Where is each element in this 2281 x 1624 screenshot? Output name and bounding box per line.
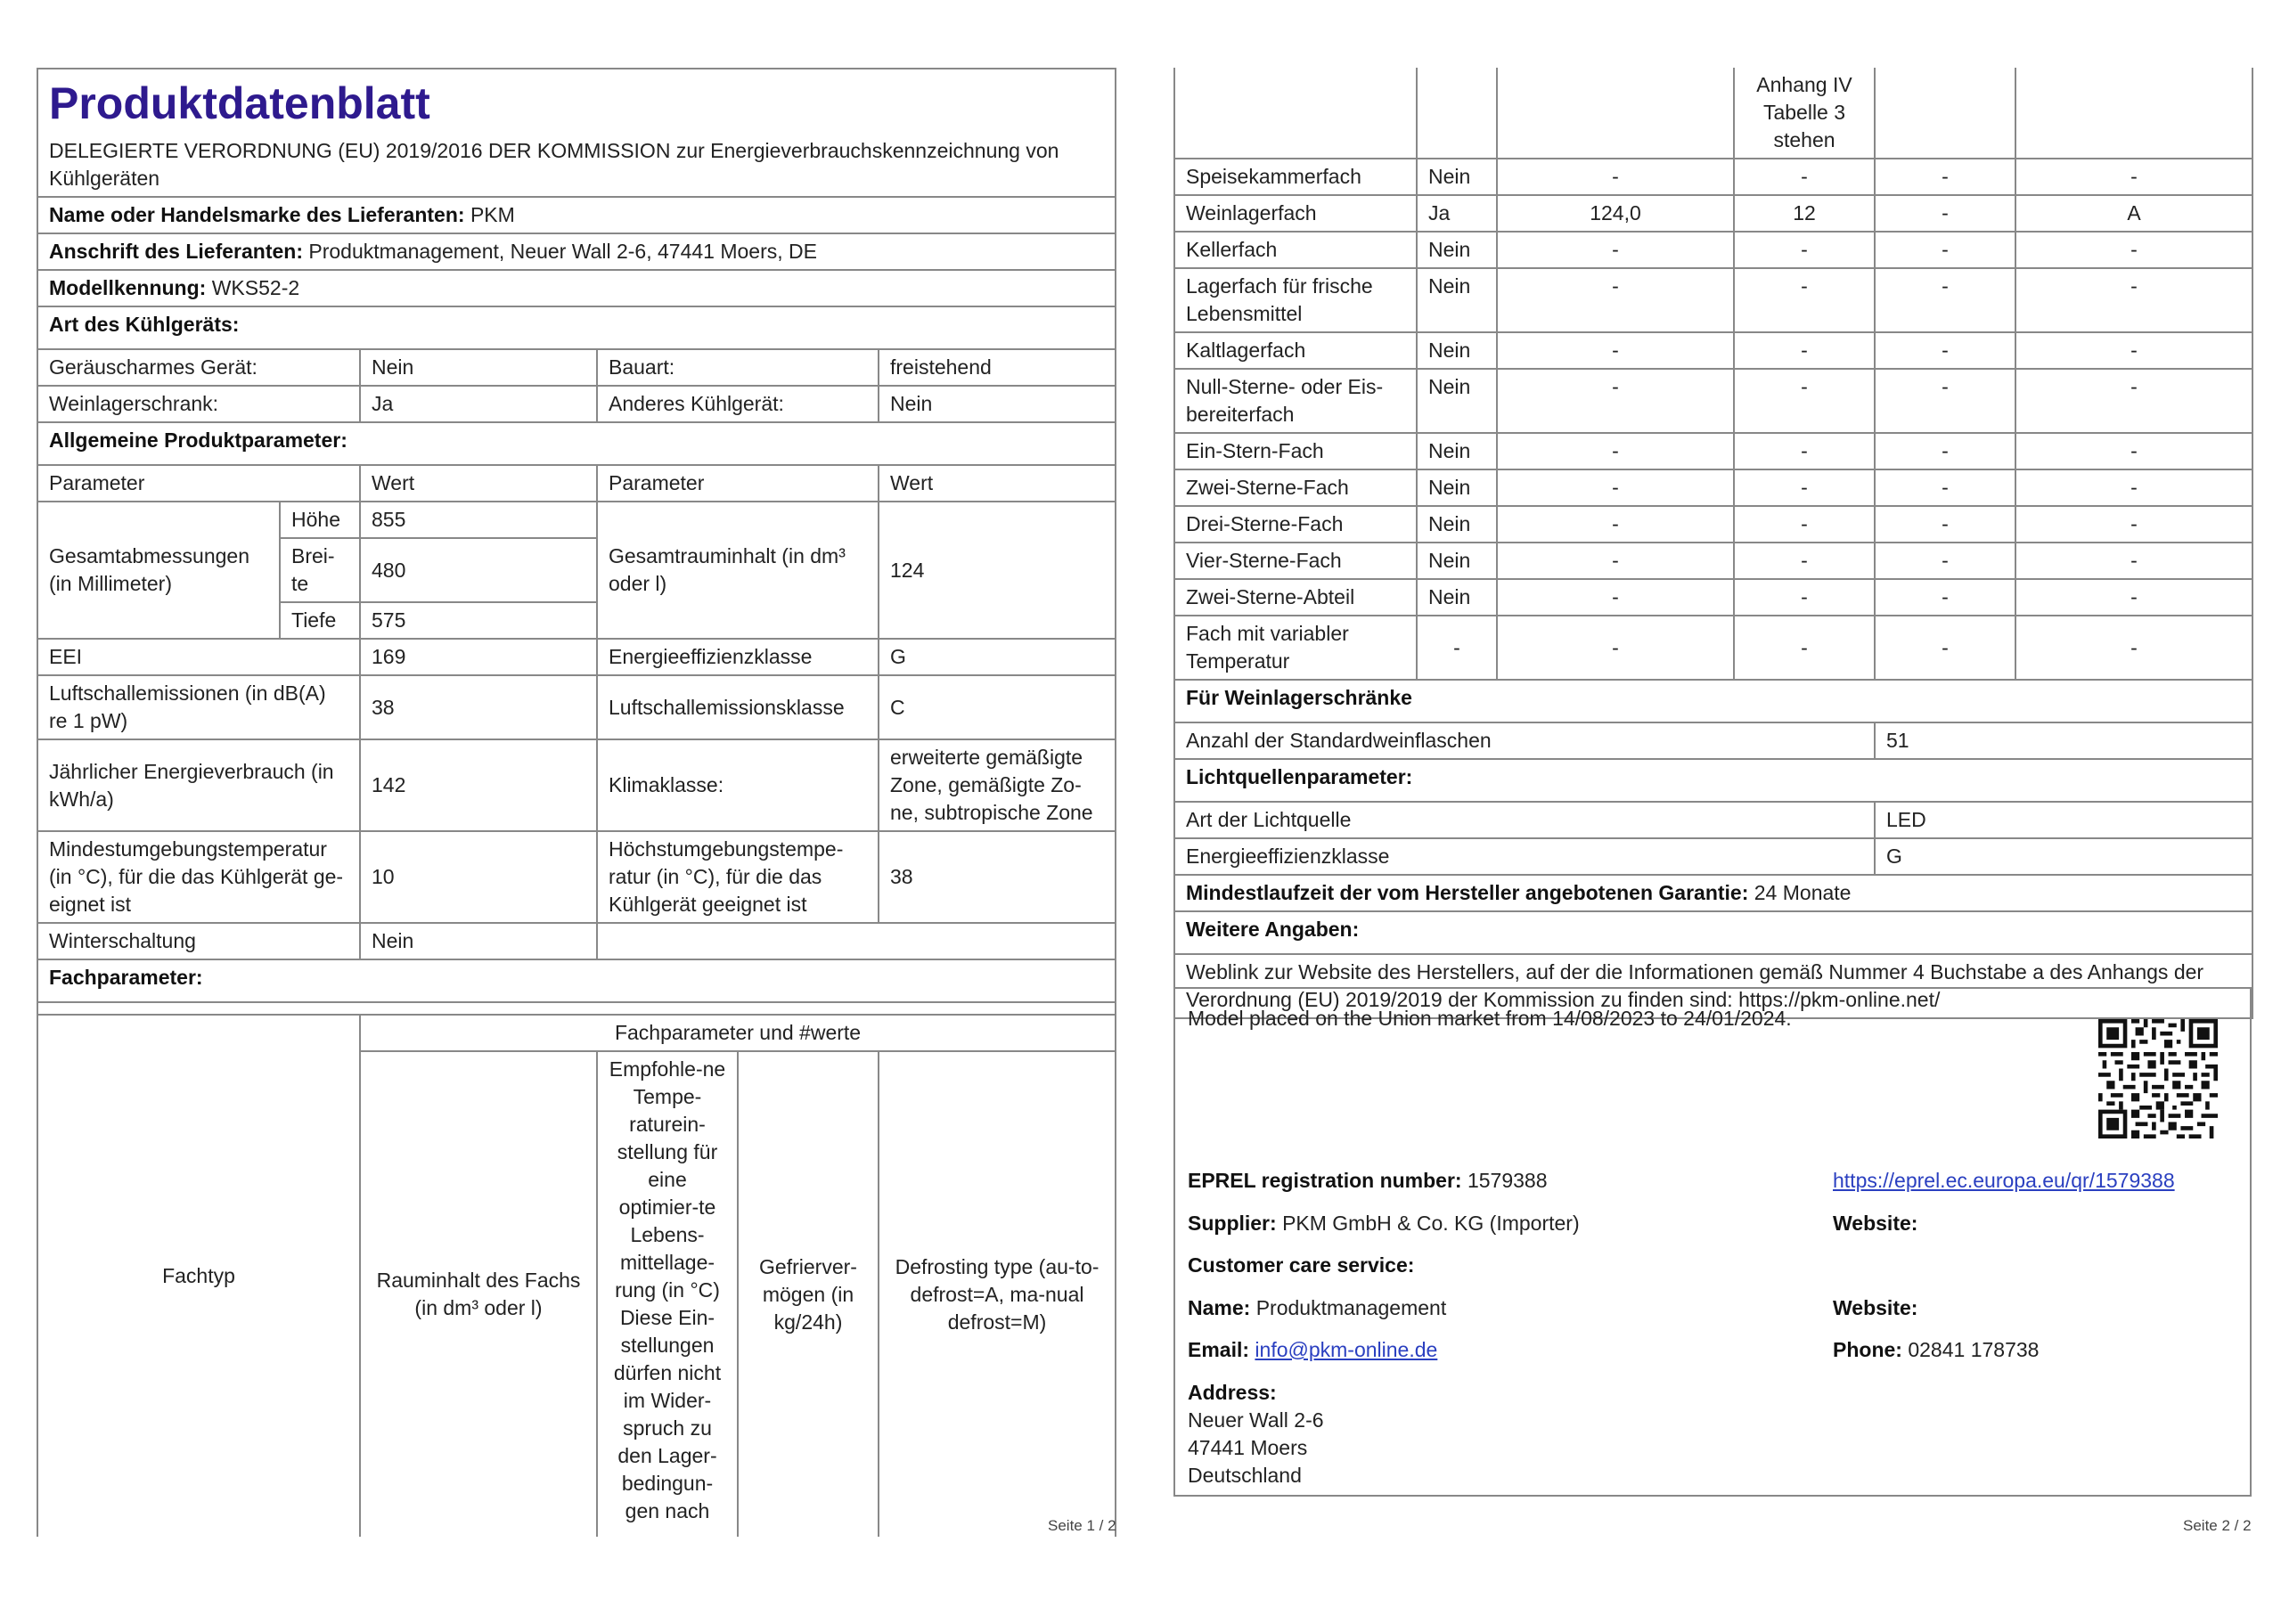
type-key: Anderes Kühlgerät: bbox=[597, 386, 879, 422]
param-key: Jährlicher Energieverbrauch (in kWh/a) bbox=[37, 739, 360, 831]
wine-section-heading: Für Weinlagerschränke bbox=[1174, 680, 2252, 722]
depth-label: Tiefe bbox=[280, 602, 360, 639]
light-type-value: LED bbox=[1875, 802, 2252, 838]
page-1 bbox=[37, 68, 1115, 1537]
phone-line bbox=[1833, 1336, 2039, 1364]
winter-row bbox=[37, 923, 1116, 959]
compartment-volume: - bbox=[1497, 506, 1734, 543]
type-value: Nein bbox=[879, 386, 1116, 422]
compartment-row bbox=[1174, 332, 2252, 369]
eprel-reg-value: 1579388 bbox=[1467, 1169, 1548, 1192]
param-key: Energieeffizienzklasse bbox=[597, 639, 879, 675]
compartment-row bbox=[1174, 433, 2252, 469]
compartment-defrost: - bbox=[2015, 268, 2252, 332]
empty-cell bbox=[2015, 68, 2252, 159]
compartment-temp: - bbox=[1734, 469, 1875, 506]
bottles-value: 51 bbox=[1875, 722, 2252, 759]
compartment-name: Weinlagerfach bbox=[1174, 195, 1417, 232]
general-header-row bbox=[37, 465, 1116, 502]
care-website-label: Website: bbox=[1833, 1296, 1918, 1319]
email-label: Email: bbox=[1188, 1338, 1250, 1361]
param-value: 38 bbox=[879, 831, 1116, 923]
compartment-present: Nein bbox=[1417, 506, 1497, 543]
param-value: 10 bbox=[360, 831, 597, 923]
compartment-row bbox=[1174, 159, 2252, 195]
height-value: 855 bbox=[360, 502, 597, 538]
compartment-name: Vier-Sterne-Fach bbox=[1174, 543, 1417, 579]
compartment-freeze: - bbox=[1875, 159, 2015, 195]
header-parameter: Parameter bbox=[37, 465, 360, 502]
page-1-footer: Seite 1 / 2 bbox=[1048, 1517, 1116, 1534]
bottles-row bbox=[1174, 722, 2252, 759]
compartment-defrost: - bbox=[2015, 332, 2252, 369]
page-title: Produktdatenblatt bbox=[49, 78, 430, 128]
compartment-volume: - bbox=[1497, 232, 1734, 268]
param-row bbox=[37, 739, 1116, 831]
compartment-present: Nein bbox=[1417, 543, 1497, 579]
light-class-row bbox=[1174, 838, 2252, 875]
compartment-row bbox=[1174, 616, 2252, 680]
compartment-volume: - bbox=[1497, 159, 1734, 195]
compartment-present: Nein bbox=[1417, 159, 1497, 195]
volume-value: 124 bbox=[879, 502, 1116, 639]
qr-code-icon[interactable] bbox=[2098, 1019, 2218, 1138]
general-section-heading: Allgemeine Produktparameter: bbox=[37, 422, 1116, 465]
compartment-freeze: - bbox=[1875, 469, 2015, 506]
website-label: Website: bbox=[1833, 1212, 1918, 1235]
compartment-freeze: - bbox=[1875, 579, 2015, 616]
supplier-line bbox=[1188, 1210, 1580, 1237]
compartment-name: Speisekammerfach bbox=[1174, 159, 1417, 195]
param-value: 142 bbox=[360, 739, 597, 831]
compartment-table bbox=[1173, 68, 2253, 1019]
bottles-label: Anzahl der Standardweinflaschen bbox=[1174, 722, 1875, 759]
col-defrost-header: Defrosting type (au-to-defrost=A, ma-nual defrost=M) bbox=[879, 1051, 1116, 1537]
address-label: Address: bbox=[1188, 1381, 1277, 1404]
col-freeze-header: Gefrierver-mögen (in kg/24h) bbox=[738, 1051, 879, 1537]
param-key: Klimaklasse: bbox=[597, 739, 879, 831]
page-2 bbox=[1173, 68, 2252, 1019]
compartment-temp: 12 bbox=[1734, 195, 1875, 232]
compartment-volume: - bbox=[1497, 268, 1734, 332]
param-key: Mindestumgebungstemperatur (in °C), für die das Kühlgerät ge-eignet ist bbox=[37, 831, 360, 923]
page-2-footer: Seite 2 / 2 bbox=[2183, 1517, 2252, 1534]
compartment-temp: - bbox=[1734, 616, 1875, 680]
compartment-defrost: - bbox=[2015, 579, 2252, 616]
type-row bbox=[37, 349, 1116, 386]
address-line: 47441 Moers bbox=[1188, 1436, 1308, 1459]
model-value: WKS52-2 bbox=[211, 276, 300, 299]
light-type-label: Art der Lichtquelle bbox=[1174, 802, 1875, 838]
compartment-name: Lagerfach für frische Lebensmittel bbox=[1174, 268, 1417, 332]
weblink-url[interactable]: https://pkm-online.net/ bbox=[1738, 988, 1941, 1011]
supplier-name-row bbox=[37, 197, 1116, 233]
compartment-present: Nein bbox=[1417, 369, 1497, 433]
compartment-present: Nein bbox=[1417, 232, 1497, 268]
type-value: Ja bbox=[360, 386, 597, 422]
param-value: erweiterte gemäßigte Zone, gemäßigte Zo-ne, subtropische Zone bbox=[879, 739, 1116, 831]
light-type-row bbox=[1174, 802, 2252, 838]
winter-value: Nein bbox=[360, 923, 597, 959]
type-key: Weinlagerschrank: bbox=[37, 386, 360, 422]
param-value: 169 bbox=[360, 639, 597, 675]
email-line bbox=[1188, 1336, 1437, 1364]
height-label: Höhe bbox=[280, 502, 360, 538]
supplier-value: PKM GmbH & Co. KG (Importer) bbox=[1282, 1212, 1580, 1235]
compartment-present: Nein bbox=[1417, 469, 1497, 506]
light-section-heading: Lichtquellenparameter: bbox=[1174, 759, 2252, 802]
supplier-name-value: PKM bbox=[470, 203, 515, 226]
header-value: Wert bbox=[879, 465, 1116, 502]
warranty-value: 24 Monate bbox=[1754, 881, 1852, 904]
model-label: Modellkennung: bbox=[49, 276, 207, 299]
cont-header: Anhang IV Tabelle 3 stehen bbox=[1734, 68, 1875, 159]
empty-cell bbox=[597, 923, 1116, 959]
title-cell bbox=[37, 69, 1116, 197]
compartment-row bbox=[1174, 506, 2252, 543]
compartment-defrost: - bbox=[2015, 369, 2252, 433]
compartment-defrost: - bbox=[2015, 232, 2252, 268]
address-line: Deutschland bbox=[1188, 1464, 1302, 1487]
regulation-text: DELEGIERTE VERORDNUNG (EU) 2019/2016 DER KOMMISSION zur Energieverbrauchskennzeichnung von Kühlgeräten bbox=[49, 139, 1059, 190]
weblink-text: Weblink zur Website des Herstellers, auf der die Informationen gemäß Nummer 4 Buchstabe a des Anhangs der Verordnung (EU) 2019/2019 der Kommission zu finden sind: bbox=[1186, 960, 2204, 1011]
compartment-defrost: - bbox=[2015, 543, 2252, 579]
compartment-volume: - bbox=[1497, 579, 1734, 616]
warranty-row bbox=[1174, 875, 2252, 911]
compartment-present: Nein bbox=[1417, 268, 1497, 332]
address-block bbox=[1188, 1379, 1324, 1489]
compartment-name: Drei-Sterne-Fach bbox=[1174, 506, 1417, 543]
dimensions-label: Gesamtabmessungen (in Millimeter) bbox=[37, 502, 280, 639]
compartment-temp: - bbox=[1734, 232, 1875, 268]
phone-value: 02841 178738 bbox=[1908, 1338, 2040, 1361]
compartment-header-table bbox=[37, 1014, 1116, 1537]
col-volume-header: Rauminhalt des Fachs (in dm³ oder l) bbox=[360, 1051, 597, 1537]
param-value: 38 bbox=[360, 675, 597, 739]
param-row bbox=[37, 639, 1116, 675]
param-key: Luftschallemissionsklasse bbox=[597, 675, 879, 739]
compartment-freeze: - bbox=[1875, 195, 2015, 232]
compartment-freeze: - bbox=[1875, 232, 2015, 268]
volume-label: Gesamtrauminhalt (in dm³ oder l) bbox=[597, 502, 879, 639]
customer-care-label: Customer care service: bbox=[1188, 1253, 1415, 1277]
param-row bbox=[37, 675, 1116, 739]
supplier-label: Supplier: bbox=[1188, 1212, 1277, 1235]
compartment-defrost: - bbox=[2015, 433, 2252, 469]
fachtyp-header: Fachtyp bbox=[37, 1015, 360, 1537]
compartment-present: Nein bbox=[1417, 579, 1497, 616]
compartment-volume: - bbox=[1497, 332, 1734, 369]
depth-value: 575 bbox=[360, 602, 597, 639]
email-link[interactable]: info@pkm-online.de bbox=[1255, 1338, 1438, 1361]
compartment-row bbox=[1174, 469, 2252, 506]
compartment-name: Fach mit variabler Temperatur bbox=[1174, 616, 1417, 680]
further-section-heading: Weitere Angaben: bbox=[1174, 911, 2252, 954]
param-key: Höchstumgebungstempe-ratur (in °C), für die das Kühlgerät geeignet ist bbox=[597, 831, 879, 923]
param-key: Luftschallemissionen (in dB(A) re 1 pW) bbox=[37, 675, 360, 739]
header-parameter: Parameter bbox=[597, 465, 879, 502]
compartment-defrost: - bbox=[2015, 616, 2252, 680]
compartment-freeze: - bbox=[1875, 433, 2015, 469]
compartment-section-heading: Fachparameter: bbox=[37, 959, 1116, 1002]
empty-cell bbox=[1174, 68, 1417, 159]
compartment-freeze: - bbox=[1875, 268, 2015, 332]
supplier-address-label: Anschrift des Lieferanten: bbox=[49, 240, 303, 263]
compartment-row bbox=[1174, 543, 2252, 579]
supplier-address-row bbox=[37, 233, 1116, 270]
type-value: Nein bbox=[360, 349, 597, 386]
supplier-name-label: Name oder Handelsmarke des Lieferanten: bbox=[49, 203, 465, 226]
eprel-box bbox=[1173, 987, 2252, 1497]
product-datasheet-table bbox=[37, 68, 1116, 1016]
param-value: G bbox=[879, 639, 1116, 675]
width-label: Brei-te bbox=[280, 538, 360, 602]
compartment-name: Ein-Stern-Fach bbox=[1174, 433, 1417, 469]
type-key: Bauart: bbox=[597, 349, 879, 386]
compartment-volume: 124,0 bbox=[1497, 195, 1734, 232]
compartment-volume: - bbox=[1497, 369, 1734, 433]
width-value: 480 bbox=[360, 538, 597, 602]
compartment-freeze: - bbox=[1875, 543, 2015, 579]
compartment-name: Null-Sterne- oder Eis-bereiterfach bbox=[1174, 369, 1417, 433]
compartment-row bbox=[1174, 268, 2252, 332]
empty-cell bbox=[1497, 68, 1734, 159]
compartment-name: Kaltlagerfach bbox=[1174, 332, 1417, 369]
compartment-freeze: - bbox=[1875, 369, 2015, 433]
compartment-name: Zwei-Sterne-Fach bbox=[1174, 469, 1417, 506]
compartment-defrost: - bbox=[2015, 159, 2252, 195]
compartment-temp: - bbox=[1734, 579, 1875, 616]
light-class-value: G bbox=[1875, 838, 2252, 875]
compartment-present: Nein bbox=[1417, 433, 1497, 469]
compartment-volume: - bbox=[1497, 469, 1734, 506]
compartment-defrost: A bbox=[2015, 195, 2252, 232]
header-value: Wert bbox=[360, 465, 597, 502]
compartment-temp: - bbox=[1734, 433, 1875, 469]
warranty-label: Mindestlaufzeit der vom Hersteller angebotenen Garantie: bbox=[1186, 881, 1749, 904]
compartment-row bbox=[1174, 195, 2252, 232]
compartment-freeze: - bbox=[1875, 506, 2015, 543]
compartment-freeze: - bbox=[1875, 332, 2015, 369]
compartment-volume: - bbox=[1497, 433, 1734, 469]
market-placement-text: Model placed on the Union market from 14/08/2023 to 24/01/2024. bbox=[1188, 1007, 1792, 1030]
winter-label: Winterschaltung bbox=[37, 923, 360, 959]
care-name-value: Produktmanagement bbox=[1255, 1296, 1447, 1319]
compartment-present: Nein bbox=[1417, 332, 1497, 369]
compartment-temp: - bbox=[1734, 506, 1875, 543]
compartment-temp: - bbox=[1734, 159, 1875, 195]
light-class-label: Energieeffizienzklasse bbox=[1174, 838, 1875, 875]
compartment-volume: - bbox=[1497, 616, 1734, 680]
address-line: Neuer Wall 2-6 bbox=[1188, 1408, 1324, 1432]
param-key: EEI bbox=[37, 639, 360, 675]
compartment-volume: - bbox=[1497, 543, 1734, 579]
compartment-row bbox=[1174, 232, 2252, 268]
compartment-present: - bbox=[1417, 616, 1497, 680]
compartment-defrost: - bbox=[2015, 506, 2252, 543]
compartment-temp: - bbox=[1734, 369, 1875, 433]
empty-cell bbox=[1875, 68, 2015, 159]
care-name-label: Name: bbox=[1188, 1296, 1251, 1319]
compartment-present: Ja bbox=[1417, 195, 1497, 232]
fachparameter-header: Fachparameter und #werte bbox=[360, 1015, 1116, 1051]
type-value: freistehend bbox=[879, 349, 1116, 386]
eprel-reg-label: EPREL registration number: bbox=[1188, 1169, 1462, 1192]
param-row bbox=[37, 831, 1116, 923]
eprel-registration bbox=[1188, 1167, 1548, 1195]
phone-label: Phone: bbox=[1833, 1338, 1902, 1361]
compartment-row bbox=[1174, 369, 2252, 433]
compartment-freeze: - bbox=[1875, 616, 2015, 680]
care-name-line bbox=[1188, 1294, 1446, 1322]
compartment-temp: - bbox=[1734, 543, 1875, 579]
compartment-name: Zwei-Sterne-Abteil bbox=[1174, 579, 1417, 616]
compartment-defrost: - bbox=[2015, 469, 2252, 506]
compartment-temp: - bbox=[1734, 332, 1875, 369]
type-key: Geräuscharmes Gerät: bbox=[37, 349, 360, 386]
param-value: C bbox=[879, 675, 1116, 739]
supplier-address-value: Produktmanagement, Neuer Wall 2-6, 47441 Moers, DE bbox=[308, 240, 817, 263]
compartment-name: Kellerfach bbox=[1174, 232, 1417, 268]
empty-cell bbox=[1417, 68, 1497, 159]
eprel-link[interactable]: https://eprel.ec.europa.eu/qr/1579388 bbox=[1833, 1169, 2175, 1192]
type-section-heading: Art des Kühlgeräts: bbox=[37, 306, 1116, 349]
model-row bbox=[37, 270, 1116, 306]
compartment-temp: - bbox=[1734, 268, 1875, 332]
col-temp-header: Empfohle-ne Tempe-raturein-stellung für eine optimier-te Lebens-mittellage-rung (in °C) Diese Ein-stellungen dürfen nicht im Wider-spruch zu den Lager-bedingun-gen nach bbox=[597, 1051, 738, 1537]
compartment-row bbox=[1174, 579, 2252, 616]
type-row bbox=[37, 386, 1116, 422]
